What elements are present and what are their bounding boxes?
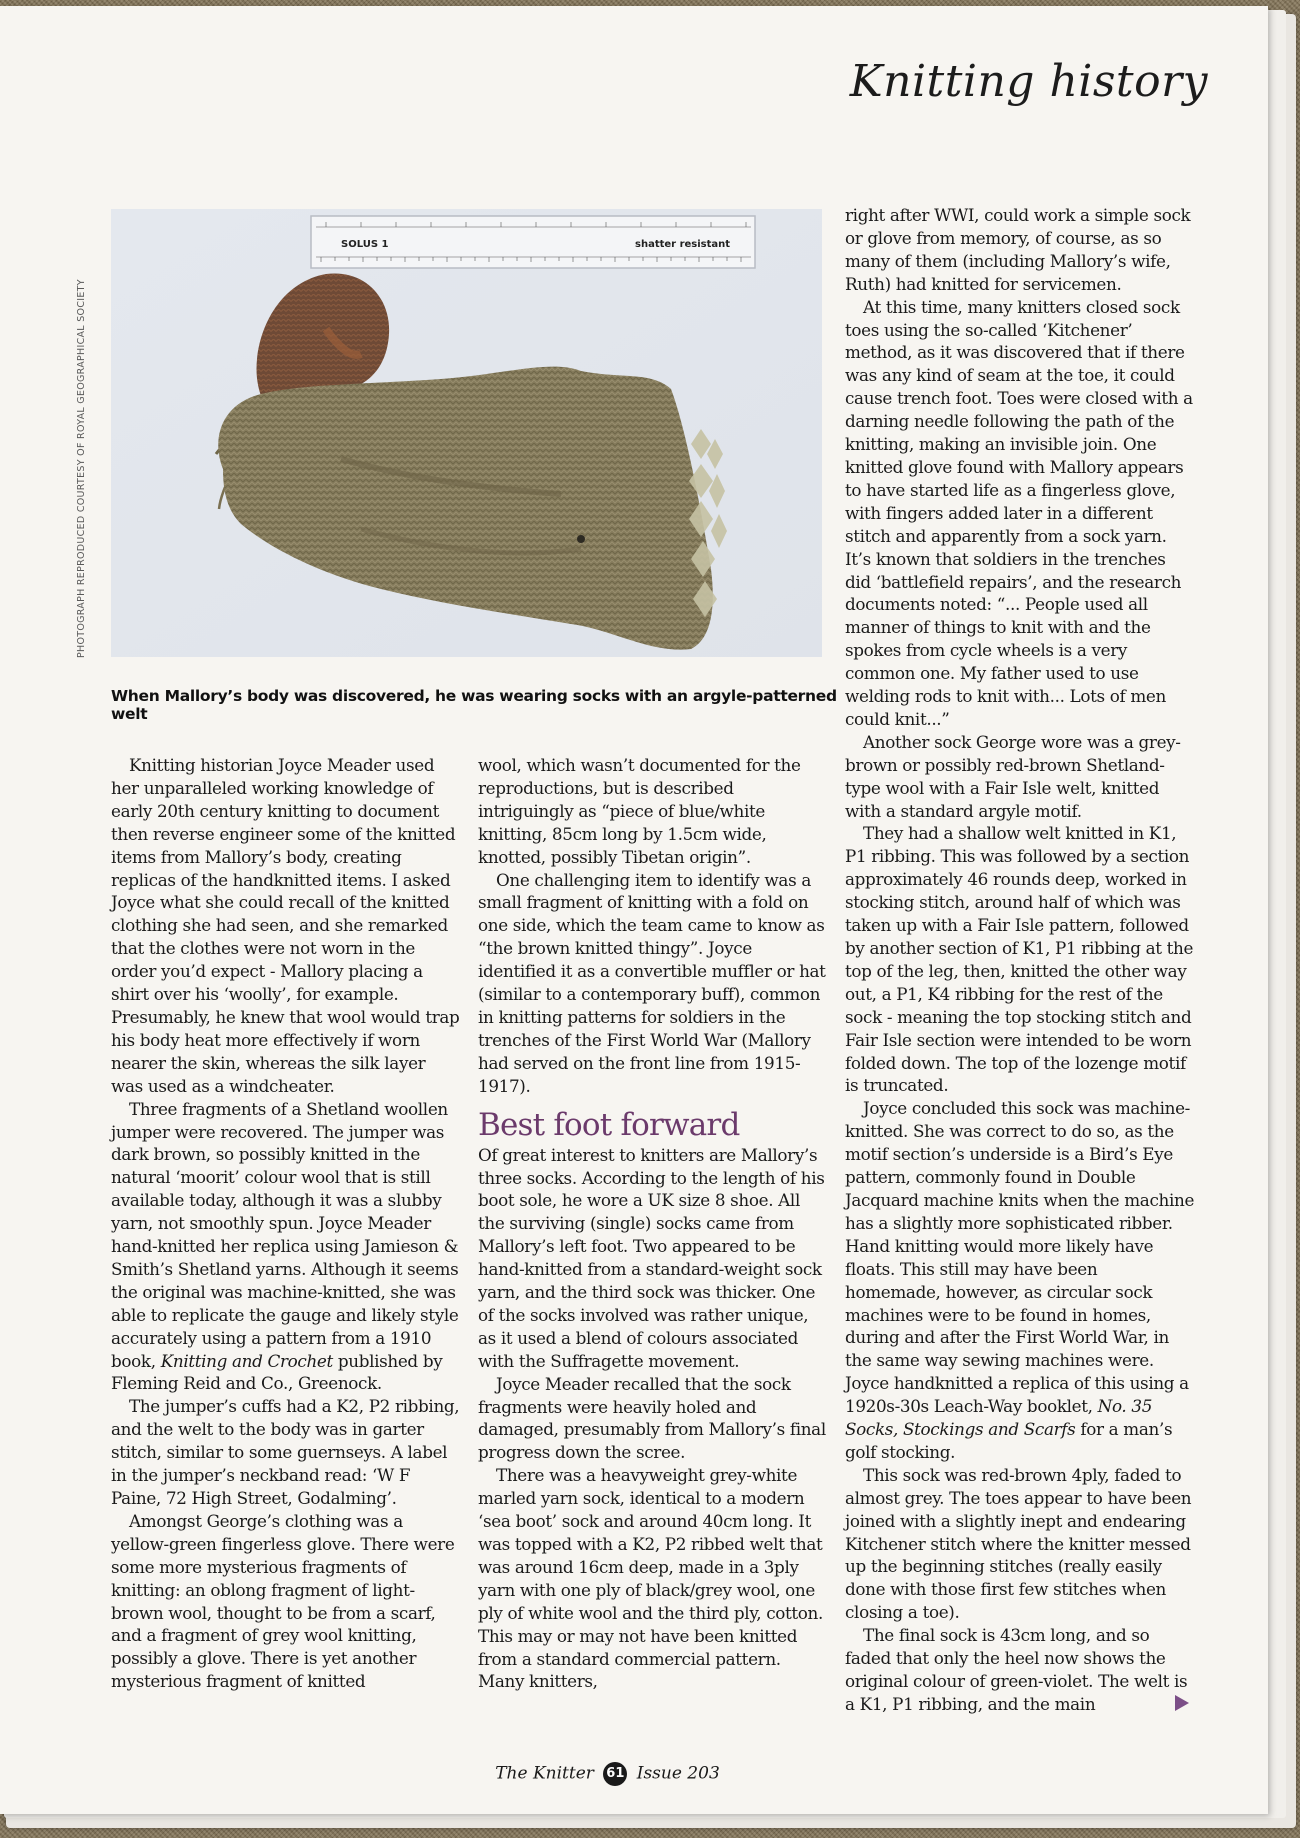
article-column-2 (478, 754, 828, 1693)
continue-arrow-icon (1175, 1695, 1189, 1711)
magazine-page (0, 6, 1268, 1814)
sock-photo (111, 209, 822, 657)
photo-caption: When Mallory’s body was discovered, he was wearing socks with an argyle-patterned welt (111, 687, 837, 723)
ruler-label: shatter resistant (635, 239, 731, 250)
page-footer (0, 1762, 1215, 1786)
paragraph: Another sock George wore was a grey-brown or possibly red-brown Shetland-type wool with a Fair Isle welt, knitted with a standard argyle motif. (845, 731, 1181, 821)
page-number: 61 (603, 1762, 627, 1786)
ruler (311, 216, 755, 268)
photo-credit: PHOTOGRAPH REPRODUCED COURTESY OF ROYAL GEOGRAPHICAL SOCIETY (76, 279, 87, 658)
article-column-1 (111, 754, 461, 1693)
magazine-name: The Knitter (495, 1763, 594, 1784)
paragraph: They had a shallow welt knitted in K1, P1 ribbing. This was followed by a section approximately 46 rounds deep, worked in stocking stitch, around half of which was taken up with a Fair Isle pattern, followed by another section of K1, P1 ribbing at the top of the leg, then, knitted the other way out, a P1, K4 ribbing for the rest of the sock - meaning the top stocking stitch and Fair Isle section were intended to be worn folded down. The top of the lozenge motif is truncated. (845, 823, 1194, 1096)
book-title: Knitting and Crochet (160, 1350, 333, 1371)
paragraph: There was a heavyweight grey-white marled yarn sock, identical to a modern ‘sea boot’ sock and around 40cm long. It was topped with a K2, P2 ribbed welt that was around 16cm deep, made in a 3ply yarn with one ply of black/grey wool, one ply of white wool and the third ply, cotton. This may or may not have been knitted from a standard commercial pattern. Many knitters, (478, 1465, 823, 1692)
paragraph: Amongst George’s clothing was a yellow-green fingerless glove. There were some more mysterious fragments of knitting: an oblong fragment of light-brown wool, thought to be from a scarf, and a fragment of grey wool knitting, possibly a glove. There is yet another mysterious fragment of knitted (111, 1510, 455, 1692)
article-column-3 (845, 204, 1195, 1716)
paragraph: Joyce concluded this sock was machine-knitted. She was correct to do so, as the motif section’s underside is a Bird’s Eye pattern, commonly found in Double Jacquard machine knits when the machine has a slightly more sophisticated ribber. Hand knitting would more likely have floats. This still may have been homemade, however, as circular sock machines were to be found in homes, during and after the First World War, in the same way sewing machines were. Joyce handknitted a replica of this using a 1920s-30s Leach-Way booklet, No. 35 Socks, Stockings and Scarfs for a man’s golf stocking. (845, 1098, 1195, 1462)
issue-number: Issue 203 (636, 1763, 720, 1784)
paragraph: The final sock is 43cm long, and so faded that only the heel now shows the original colour of green-violet. The welt is a K1, P1 ribbing, and the main (845, 1625, 1188, 1714)
paragraph: Joyce Meader recalled that the sock fragments were heavily holed and damaged, presumably from Mallory’s final progress down the scree. (478, 1373, 826, 1463)
paragraph: One challenging item to identify was a small fragment of knitting with a fold on one side, which the team came to know as “the brown knitted thingy”. Joyce identified it as a convertible muffler or hat (similar to a contemporary buff), common in knitting patterns for soldiers in the trenches of the First World War (Mallory had served on the front line from 1915-1917). (478, 869, 826, 1096)
paragraph: This sock was red-brown 4ply, faded to almost grey. The toes appear to have been joined with a slightly inept and endearing Kitchener stitch where the knitter messed up the beginning stitches (really easily done with those first few stitches when closing a toe). (845, 1464, 1192, 1623)
ruler-brand: SOLUS 1 (341, 239, 389, 250)
paragraph: Knitting historian Joyce Meader used her unparalleled working knowledge of early 20th century knitting to document then reverse engineer some of the knitted items from Mallory’s body, creating replicas of the handknitted items. I asked Joyce what she could recall of the knitted clothing she had seen, and she remarked that the clothes were not worn in the order you’d expect - Mallory placing a shirt over his ‘woolly’, for example. Presumably, he knew that wool would trap his body heat more effectively if worn nearer the skin, whereas the silk layer was used as a windcheater. (111, 755, 460, 1096)
book-title: No. 35 Socks, Stockings and Scarfs (845, 1396, 1153, 1440)
paragraph: Three fragments of a Shetland woollen jumper were recovered. The jumper was dark brown, so possibly knitted in the natural ‘moorit’ colour wool that is still available today, although it was a slubby yarn, not smoothly spun. Joyce Meader hand-knitted her replica using Jamieson & Smith’s Shetland yarns. Although it seems the original was machine-knitted, she was able to replicate the gauge and likely style accurately using a pattern from a 1910 book, Knitting and Crochet published by Fleming Reid and Co., Greenock. (111, 1098, 459, 1394)
subheading: Best foot forward (478, 1106, 740, 1143)
paragraph: wool, which wasn’t documented for the reproductions, but is described intriguingly as “piece of blue/white knitting, 85cm long by 1.5cm wide, knotted, possibly Tibetan origin”. (478, 755, 801, 867)
paragraph: At this time, many knitters closed sock toes using the so-called ‘Kitchener’ method, as it was discovered that if there was any kind of seam at the toe, it could cause trench foot. Toes were closed with a darning needle following the path of the knitting, making an invisible join. One knitted glove found with Mallory appears to have started life as a fingerless glove, with fingers added later in a different stitch and apparently from a sock yarn. It’s known that soldiers in the trenches did ‘battlefield repairs’, and the research documents noted: “... People used all manner of things to knit with and the spokes from cycle wheels is a very common one. My father used to use welding rods to knit with... Lots of men could knit...” (845, 296, 1193, 729)
paragraph: Of great interest to knitters are Mallory’s three socks. According to the length of his boot sole, he wore a UK size 8 shoe. All the surviving (single) socks came from Mallory’s left foot. Two appeared to be hand-knitted from a standard-weight sock yarn, and the third sock was thicker. One of the socks involved was rather unique, as it used a blend of colours associated with the Suffragette movement. (478, 1144, 825, 1371)
paragraph: right after WWI, could work a simple sock or glove from memory, of course, as so many of them (including Mallory’s wife, Ruth) had knitted for servicemen. (845, 205, 1191, 294)
section-title: Knitting history (849, 56, 1208, 107)
paragraph: The jumper’s cuffs had a K2, P2 ribbing, and the welt to the body was in garter stitch, similar to some guernseys. A label in the jumper’s neckband read: ‘W F Paine, 72 High Street, Godalming’. (111, 1396, 460, 1508)
